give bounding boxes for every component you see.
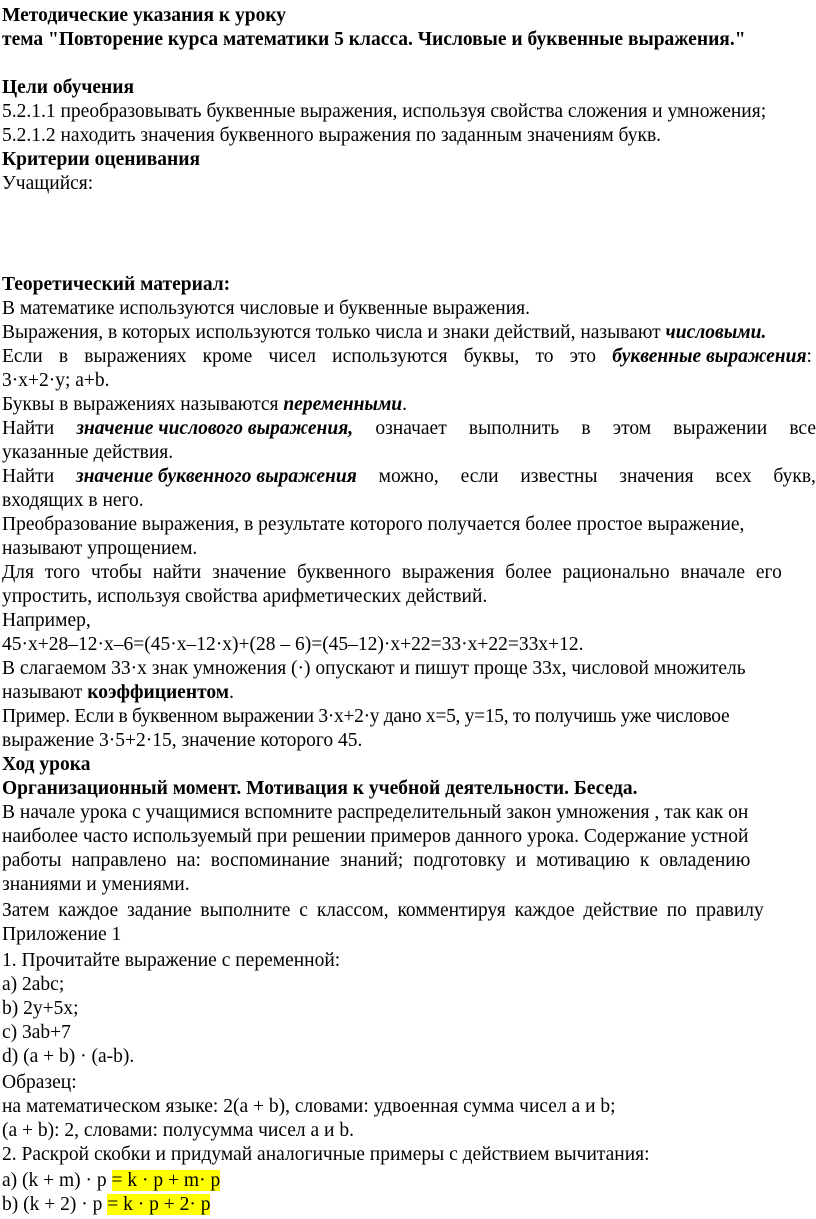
word: Найти: [2, 418, 55, 439]
lesson-paragraph-line: работы направлено на: воспоминание знаний; подготовку и мотивацию к овладению: [2, 850, 751, 871]
highlighted-answer: = k · p + m· p: [111, 1170, 221, 1191]
text-run: .: [402, 394, 408, 415]
theory-paragraph-line: Преобразование выражения, в результате которого получается более простое выражение,: [2, 514, 745, 535]
theory-example-label: Например,: [2, 610, 91, 631]
task-2-title: 2. Раскрой скобки и придумай аналогичные примеры с действием вычитания:: [2, 1144, 650, 1165]
text-run: b) (k + 2) · p: [2, 1194, 108, 1215]
task-1-item: d) (a + b) · (a-b).: [2, 1046, 135, 1067]
term-numeric: числовыми.: [665, 322, 767, 343]
word: используются: [332, 346, 448, 367]
lesson-heading: Ход урока: [2, 754, 91, 775]
sample-label: Образец:: [2, 1072, 77, 1093]
highlighted-answer: = k · p + 2· p: [107, 1194, 211, 1215]
theory-paragraph-line: В слагаемом 33·x знак умножения (·) опускают и пишут проще 33x, числовой множитель: [2, 658, 746, 679]
term-numeric-value: значение числового выражения,: [76, 418, 354, 439]
theory-paragraph-line: входящих в него.: [2, 490, 144, 511]
theory-paragraph-line: выражение 3·5+2·15, значение которого 45.: [2, 730, 363, 751]
task-1-item: a) 2abc;: [2, 974, 65, 995]
theory-paragraph-line: [2, 465, 816, 489]
word: выражениях: [84, 346, 187, 367]
lesson-subheading: Организационный момент. Мотивация к учебной деятельности. Беседа.: [2, 778, 638, 799]
document-topic: тема "Повторение курса математики 5 класса. Числовые и буквенные выражения.": [2, 29, 746, 50]
word: известны: [520, 466, 598, 487]
task-2-item-b: [2, 1193, 816, 1217]
theory-paragraph: [2, 321, 816, 345]
task-1-title: 1. Прочитайте выражение с переменной:: [2, 950, 341, 971]
task-1-item: b) 2y+5x;: [2, 998, 79, 1019]
word: букв,: [773, 466, 816, 487]
sample-line: (a + b): 2, словами: полусумма чисел a и b.: [2, 1120, 354, 1141]
word: чисел: [268, 346, 316, 367]
sample-line: на математическом языке: 2(a + b), словами: удвоенная сумма чисел a и b;: [2, 1096, 616, 1117]
text-run: Выражения, в которых используются только числа и знаки действий, называют: [2, 322, 666, 343]
text-run: Буквы в выражениях называются: [2, 394, 284, 415]
text-run: называют: [2, 682, 88, 703]
word: означает: [375, 418, 447, 439]
theory-paragraph-line: Пример. Если в буквенном выражении 3·x+2·y дано x=5, y=15, то получишь уже числовое: [2, 706, 730, 727]
word: всех: [715, 466, 752, 487]
text-run: a) (k + m) · p: [2, 1170, 112, 1191]
lesson-paragraph-line: В начале урока с учащимися вспомните распределительный закон умножения , так как он: [2, 802, 749, 823]
theory-paragraph-line: называют упрощением.: [2, 538, 198, 559]
lesson-paragraph-line: наиболее часто используемый при решении примеров данного урока. Содержание устной: [2, 826, 749, 847]
theory-example-formula: 45·x+28–12·x–6=(45·x–12·x)+(28 – 6)=(45–12)·x+22=33·x+22=33x+12.: [2, 634, 584, 655]
term-letter-expression: буквенные выражения: [612, 346, 807, 367]
lesson-paragraph-line: Затем каждое задание выполните с классом, комментируя каждое действие по правилу: [2, 900, 764, 921]
word: то: [535, 346, 554, 367]
word: :: [806, 346, 812, 367]
theory-paragraph-line: указанные действия.: [2, 442, 174, 463]
word: это: [569, 346, 597, 367]
theory-paragraph-line: Для того чтобы найти значение буквенного выражения более рационально вначале его: [2, 562, 782, 583]
word: значения: [619, 466, 694, 487]
goal-item-1: 5.2.1.1 преобразовывать буквенные выражения, используя свойства сложения и умножения;: [2, 101, 767, 122]
theory-paragraph-line: упростить, используя свойства арифметических действий.: [2, 586, 488, 607]
criteria-intro: Учащийся:: [2, 173, 94, 194]
word: в: [581, 418, 591, 439]
theory-paragraph: В математике используются числовые и буквенные выражения.: [2, 298, 530, 319]
word: выражении: [673, 418, 768, 439]
term-coefficient: коэффициентом: [87, 682, 230, 703]
goals-heading: Цели обучения: [2, 77, 135, 98]
lesson-paragraph-line: знаниями и умениями.: [2, 874, 190, 895]
theory-paragraph-line: [2, 417, 816, 441]
task-1-item: c) 3ab+7: [2, 1022, 71, 1043]
criteria-heading: Критерии оценивания: [2, 149, 201, 170]
word: в: [58, 346, 69, 367]
term-variables: переменными: [283, 394, 403, 415]
task-2-item-a: [2, 1169, 816, 1193]
word: буквы,: [463, 346, 520, 367]
word: все: [789, 418, 816, 439]
word: Найти: [2, 466, 55, 487]
theory-heading: Теоретический материал:: [2, 274, 231, 295]
theory-paragraph-line: [2, 681, 816, 705]
word: если: [460, 466, 499, 487]
theory-paragraph-line: 3·x+2·y; a+b.: [2, 370, 110, 391]
term-letter-value: значение буквенного выражения: [75, 466, 357, 487]
word: этом: [612, 418, 652, 439]
word: можно,: [378, 466, 439, 487]
goal-item-2: 5.2.1.2 находить значения буквенного выражения по заданным значениям букв.: [2, 125, 662, 146]
theory-paragraph: [2, 393, 816, 417]
theory-paragraph-line: [2, 345, 816, 369]
text-run: .: [229, 682, 234, 703]
word: Если: [2, 346, 43, 367]
lesson-paragraph-line: Приложение 1: [2, 924, 122, 945]
word: выполнить: [468, 418, 560, 439]
word: кроме: [202, 346, 253, 367]
document-title: Методические указания к уроку: [2, 5, 287, 26]
